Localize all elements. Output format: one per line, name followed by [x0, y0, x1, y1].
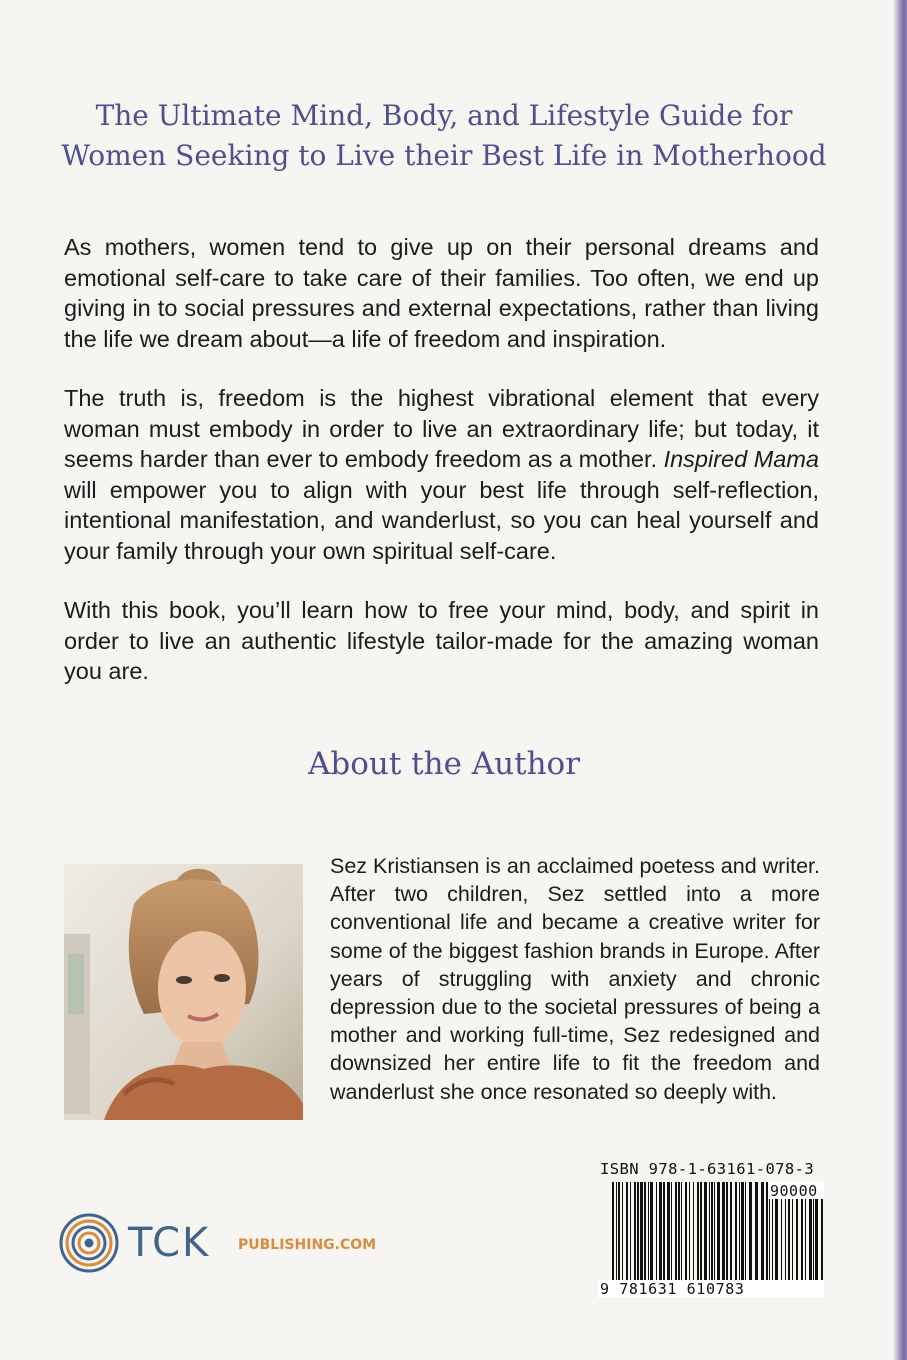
- spine-edge: [893, 0, 907, 1360]
- author-bio: Sez Kristiansen is an acclaimed poetess and writer. After two children, Sez settled into a more conventional life and became a creative writer for some of the biggest fashion brands in Europe. After years of struggling with anxiety and chronic depression due to the societal pressures of being a mother and working full-time, Sez redesigned and downsized her entire life to fit the freedom and wanderlust she once resonated so deeply with.: [330, 854, 820, 1104]
- barcode-bar: [650, 1182, 653, 1296]
- price-code: 90000: [770, 1182, 818, 1200]
- barcode-bar: [640, 1182, 643, 1296]
- barcode-bar: [612, 1182, 614, 1296]
- barcode-bar: [685, 1182, 687, 1296]
- barcode-bar: [656, 1182, 657, 1296]
- barcode-bar: [735, 1182, 737, 1296]
- barcode-bar: [749, 1182, 752, 1296]
- barcode-bar: [634, 1182, 636, 1296]
- barcode-bar: [693, 1182, 694, 1296]
- barcode-bar: [755, 1182, 758, 1296]
- author-portrait-illustration: [64, 864, 303, 1120]
- barcode-bar: [722, 1182, 725, 1296]
- barcode-bar: [675, 1182, 677, 1296]
- barcode-bar: [681, 1182, 682, 1296]
- barcode-bar: [618, 1182, 620, 1296]
- barcode-bar: [700, 1182, 702, 1296]
- barcode-bar: [667, 1182, 670, 1296]
- isbn-label: ISBN 978-1-63161-078-3: [600, 1160, 815, 1178]
- barcode-bar: [741, 1182, 744, 1296]
- barcode-bar: [630, 1182, 631, 1296]
- barcode-bar: [663, 1182, 665, 1296]
- concentric-circles-logo-icon: [58, 1212, 120, 1274]
- barcode-bar: [704, 1182, 707, 1296]
- barcode-bar: [714, 1182, 715, 1296]
- paragraph-2-rest: will empower you to align with your best life through self-reflection, intentional manifestation, and wanderlust, so you can heal yourself and your family through your own spiritual self-care.: [64, 476, 819, 564]
- barcode-bar: [730, 1182, 732, 1296]
- tagline-line-2: Women Seeking to Live their Best Life in Motherhood: [61, 139, 827, 172]
- barcode-bar: [648, 1182, 649, 1296]
- description-paragraph-2: [64, 383, 819, 566]
- description-paragraph-3: With this book, you’ll learn how to free your mind, body, and spirit in order to live an authentic lifestyle tailor-made for the amazing woman you are.: [64, 597, 819, 684]
- publisher-logo: [58, 1212, 388, 1276]
- barcode-bar: [726, 1182, 728, 1296]
- tagline-heading: [60, 96, 828, 176]
- paragraph-2-lead: The truth is, freedom is the highest vibrational element that every woman must embody in order to live an extraordinary life; but today, it seems harder than ever to embody freedom as a mother.: [64, 385, 819, 472]
- barcode-bar: [711, 1182, 713, 1296]
- barcode-bar: [622, 1182, 623, 1296]
- description-paragraph-1: As mothers, women tend to give up on their personal dreams and emotional self-care to take care of their families. Too often, we end up giving in to social pressures and external expectations, rather than living the life we dream about—a life of freedom and inspiration.: [64, 234, 819, 352]
- publisher-domain: PUBLISHING.COM: [238, 1237, 377, 1253]
- barcode-bar: [689, 1182, 690, 1296]
- author-photo: [64, 864, 303, 1120]
- about-author-heading: About the Author: [307, 746, 581, 782]
- barcode-bar: [717, 1182, 720, 1296]
- barcode-bar: [659, 1182, 662, 1296]
- ean-digits: 9 781631 610783: [598, 1280, 824, 1298]
- book-title-italic: Inspired Mama: [663, 446, 819, 472]
- barcode-bar: [766, 1182, 768, 1296]
- barcode-bar: [644, 1182, 646, 1296]
- barcode-bar: [616, 1182, 617, 1296]
- barcode-bar: [697, 1182, 699, 1296]
- barcode-bar: [637, 1182, 639, 1296]
- barcode-bar: [821, 1182, 823, 1296]
- barcode-bar: [671, 1182, 672, 1296]
- publisher-name: TCK: [128, 1220, 211, 1266]
- barcode-bar: [678, 1182, 680, 1296]
- barcode-bar: [739, 1182, 740, 1296]
- barcode-bar: [709, 1182, 710, 1296]
- barcode-bar: [745, 1182, 746, 1296]
- tagline-line-1: The Ultimate Mind, Body, and Lifestyle Guide for: [95, 99, 793, 132]
- barcode-bar: [626, 1182, 628, 1296]
- barcode-bar: [761, 1182, 764, 1296]
